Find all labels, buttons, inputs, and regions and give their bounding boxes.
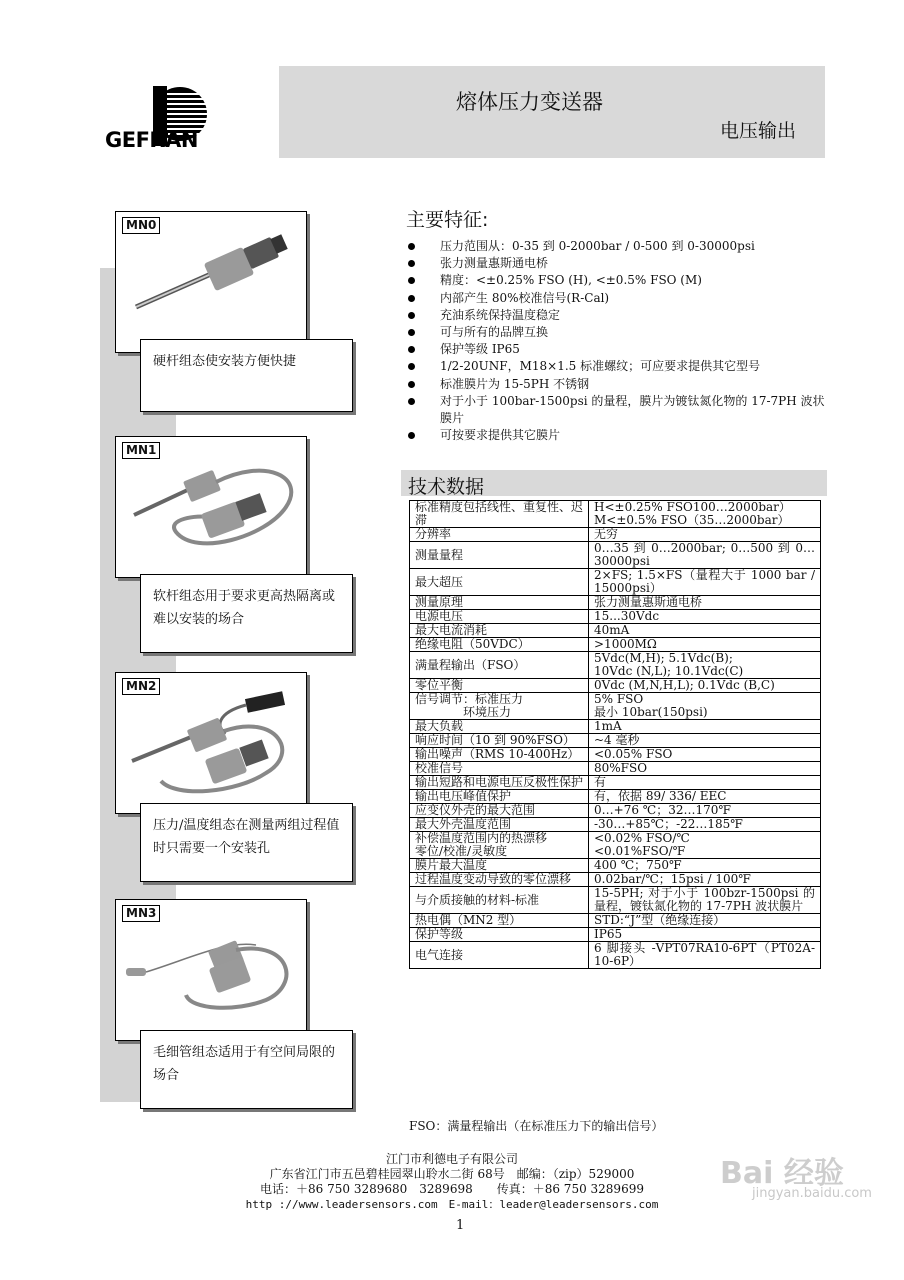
spec-key: 与介质接触的材料-标准 <box>410 887 589 914</box>
table-row <box>410 928 821 942</box>
spec-value: 0.02bar/℃；15psi / 100℉ <box>589 873 821 887</box>
product-image-mn0 <box>115 211 307 353</box>
list-item: 精度：<±0.25% FSO (H), <±0.5% FSO (M) <box>408 272 828 289</box>
table-row <box>410 748 821 762</box>
table-row <box>410 762 821 776</box>
table-row <box>410 569 821 596</box>
spec-value: 6 脚接头 -VPT07RA10-6PT（PT02A-10-6P） <box>589 942 821 969</box>
spec-key: 满量程输出（FSO） <box>410 652 589 679</box>
spec-value: 0…+76 ℃；32…170℉ <box>589 804 821 818</box>
spec-value: 400 ℃；750℉ <box>589 859 821 873</box>
table-row <box>410 610 821 624</box>
spec-key: 最大负载 <box>410 720 589 734</box>
sensor-capillary-icon <box>116 900 306 1040</box>
product-image-mn3 <box>115 899 307 1041</box>
table-row <box>410 859 821 873</box>
table-row <box>410 624 821 638</box>
brand-name: GEFRAN <box>105 128 198 152</box>
product-desc-mn0: 硬杆组态使安装方便快捷 <box>140 339 353 412</box>
spec-value: 2×FS; 1.5×FS（量程大于 1000 bar / 15000psi） <box>589 569 821 596</box>
spec-key: 最大电流消耗 <box>410 624 589 638</box>
spec-key: 分辨率 <box>410 528 589 542</box>
features-title: 主要特征: <box>406 209 489 231</box>
spec-value: 15-5PH; 对于小于 100bzr-1500psi 的量程，镀钛氮化物的 17-7PH 波状膜片 <box>589 887 821 914</box>
product-image-mn1 <box>115 436 307 578</box>
list-item: 可与所有的品牌互换 <box>408 324 828 341</box>
spec-key: 输出短路和电源电压反极性保护 <box>410 776 589 790</box>
sensor-flexible-icon <box>116 437 306 577</box>
spec-key: 电源电压 <box>410 610 589 624</box>
spec-value: 有，依据 89/ 336/ EEC <box>589 790 821 804</box>
spec-key: 最大外壳温度范围 <box>410 818 589 832</box>
tech-title: 技术数据 <box>408 476 485 498</box>
spec-key: 零位平衡 <box>410 679 589 693</box>
watermark-url: jingyan.baidu.com <box>752 1186 872 1201</box>
spec-key: 膜片最大温度 <box>410 859 589 873</box>
spec-key: 热电偶（MN2 型） <box>410 914 589 928</box>
spec-value: 张力测量惠斯通电桥 <box>589 596 821 610</box>
list-item: 对于小于 100bar-1500psi 的量程，膜片为镀钛氮化物的 17-7PH 波状膜片 <box>408 393 828 427</box>
spec-key: 标准精度包括线性、重复性、迟滞 <box>410 501 589 528</box>
spec-value: <0.02% FSO/℃ <0.01%FSO/℉ <box>589 832 821 859</box>
spec-key: 电气连接 <box>410 942 589 969</box>
list-item: 张力测量惠斯通电桥 <box>408 255 828 272</box>
spec-key: 输出噪声（RMS 10-400Hz） <box>410 748 589 762</box>
spec-key: 过程温度变动导致的零位漂移 <box>410 873 589 887</box>
spec-value: 80%FSO <box>589 762 821 776</box>
list-item: 标准膜片为 15-5PH 不锈钢 <box>408 376 828 393</box>
product-desc-mn1: 软杆组态用于要求更高热隔离或难以安装的场合 <box>140 574 353 653</box>
table-row <box>410 542 821 569</box>
product-tag: MN3 <box>122 905 160 922</box>
table-row <box>410 638 821 652</box>
table-row <box>410 790 821 804</box>
table-row <box>410 942 821 969</box>
footer-phone: 电话：＋86 750 3289680 3289698 传真：＋86 750 3289699 <box>260 1182 644 1196</box>
spec-value: 有 <box>589 776 821 790</box>
table-row <box>410 652 821 679</box>
spec-key: 最大超压 <box>410 569 589 596</box>
spec-value: 1mA <box>589 720 821 734</box>
table-row <box>410 693 821 720</box>
page-subtitle: 电压输出 <box>720 120 797 142</box>
table-row <box>410 528 821 542</box>
table-row <box>410 679 821 693</box>
spec-key: 信号调节：标准压力 环境压力 <box>410 693 589 720</box>
product-tag: MN0 <box>122 217 160 234</box>
spec-value: ~4 毫秒 <box>589 734 821 748</box>
table-row <box>410 734 821 748</box>
watermark: Bai 经验 <box>720 1156 844 1191</box>
table-row <box>410 818 821 832</box>
product-desc-mn3: 毛细管组态适用于有空间局限的场合 <box>140 1030 353 1109</box>
sensor-rigid-icon <box>116 212 306 352</box>
spec-key: 响应时间（10 到 90%FSO） <box>410 734 589 748</box>
features-list <box>408 238 828 444</box>
spec-value: IP65 <box>589 928 821 942</box>
spec-value: <0.05% FSO <box>589 748 821 762</box>
spec-key: 补偿温度范围内的热漂移 零位/校准/灵敏度 <box>410 832 589 859</box>
product-desc-mn2: 压力/温度组态在测量两组过程值时只需要一个安装孔 <box>140 803 353 882</box>
list-item: 充油系统保持温度稳定 <box>408 307 828 324</box>
spec-key: 测量原理 <box>410 596 589 610</box>
table-row <box>410 501 821 528</box>
spec-key: 校准信号 <box>410 762 589 776</box>
fso-note: FSO：满量程输出（在标准压力下的输出信号） <box>409 1119 664 1133</box>
spec-value: 5% FSO 最小 10bar(150psi) <box>589 693 821 720</box>
table-row <box>410 776 821 790</box>
spec-value: STD:“J”型（绝缘连接） <box>589 914 821 928</box>
spec-key: 绝缘电阻（50VDC） <box>410 638 589 652</box>
list-item: 可按要求提供其它膜片 <box>408 427 828 444</box>
spec-key: 保护等级 <box>410 928 589 942</box>
table-row <box>410 887 821 914</box>
spec-value: >1000MΩ <box>589 638 821 652</box>
spec-value: 15...30Vdc <box>589 610 821 624</box>
footer-web[interactable]: http ://www.leadersensors.com E-mail：leader@leadersensors.com <box>245 1198 659 1211</box>
footer-address: 广东省江门市五邑碧桂园翠山聆水二街 68号 邮编：（zip）529000 <box>269 1167 635 1181</box>
table-row <box>410 914 821 928</box>
footer-company: 江门市利德电子有限公司 <box>385 1152 518 1166</box>
spec-key: 输出电压峰值保护 <box>410 790 589 804</box>
product-image-mn2 <box>115 672 307 814</box>
spec-value: -30…+85℃；-22…185℉ <box>589 818 821 832</box>
table-row <box>410 720 821 734</box>
sensor-pressure-temp-icon <box>116 673 306 813</box>
spec-value: 0…35 到 0…2000bar; 0…500 到 0…30000psi <box>589 542 821 569</box>
table-row <box>410 873 821 887</box>
list-item: 压力范围从：0-35 到 0-2000bar / 0-500 到 0-30000psi <box>408 238 828 255</box>
spec-key: 应变仪外壳的最大范围 <box>410 804 589 818</box>
page-number: 1 <box>456 1218 465 1233</box>
spec-table <box>409 500 821 969</box>
spec-value: 40mA <box>589 624 821 638</box>
list-item: 保护等级 IP65 <box>408 341 828 358</box>
table-row <box>410 596 821 610</box>
spec-value: 5Vdc(M,H); 5.1Vdc(B); 10Vdc (N,L); 10.1Vdc(C) <box>589 652 821 679</box>
spec-key: 测量量程 <box>410 542 589 569</box>
table-row <box>410 832 821 859</box>
spec-value: H<±0.25% FSO100…2000bar） M<±0.5% FSO（35…2000bar） <box>589 501 821 528</box>
list-item: 1/2-20UNF，M18×1.5 标准螺纹；可应要求提供其它型号 <box>408 358 828 375</box>
table-row <box>410 804 821 818</box>
list-item: 内部产生 80%校准信号(R-Cal) <box>408 290 828 307</box>
spec-value: 无穷 <box>589 528 821 542</box>
page-title: 熔体压力变送器 <box>456 90 603 114</box>
spec-value: 0Vdc (M,N,H,L); 0.1Vdc (B,C) <box>589 679 821 693</box>
product-tag: MN1 <box>122 442 160 459</box>
product-tag: MN2 <box>122 678 160 695</box>
